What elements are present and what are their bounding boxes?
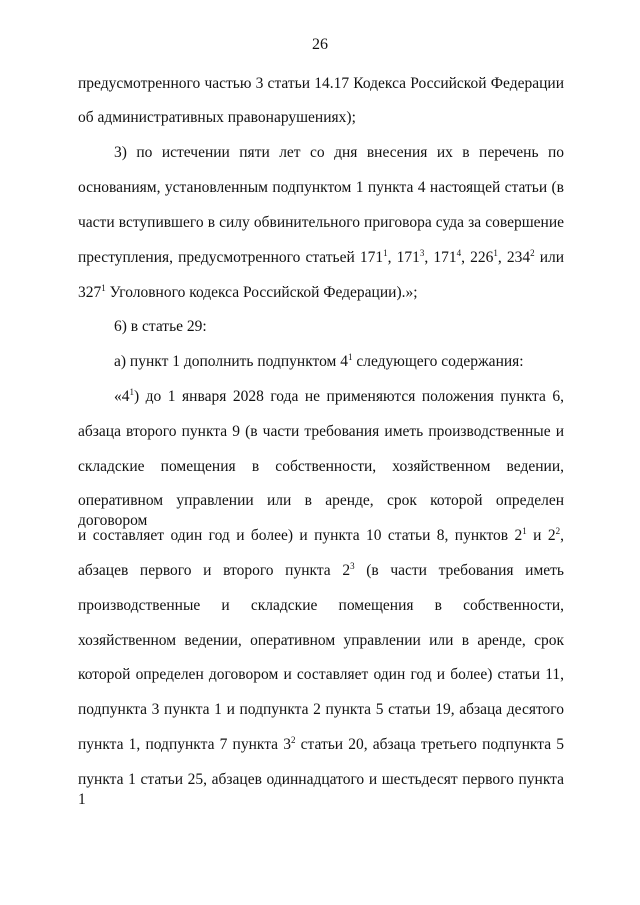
text-run: , 171 xyxy=(424,249,457,266)
page-number: 26 xyxy=(312,36,328,53)
text-line: части вступившего в силу обвинительного приговора суда за совершение xyxy=(78,214,564,231)
text-line: об административных правонарушениях); xyxy=(78,109,356,126)
text-run: ) до 1 января 2028 года не применяются положения пункта 6, xyxy=(134,388,564,405)
text-line: складские помещения в собственности, хозяйственном ведении, xyxy=(78,458,564,475)
text-line: абзаца второго пункта 9 (в части требования иметь производственные и xyxy=(78,423,564,440)
text-run: статьи 20, абзаца третьего подпункта 5 xyxy=(295,736,564,753)
text-run: или xyxy=(534,249,565,266)
text-line: 6) в статье 29: xyxy=(114,318,207,335)
text-line: производственные и складские помещения в собственности, xyxy=(78,597,564,614)
text-line: основаниям, установленным подпунктом 1 пункта 4 настоящей статьи (в xyxy=(78,179,564,196)
text-line xyxy=(78,248,564,268)
text-run: (в части требования иметь xyxy=(354,562,564,579)
superscript: 3 xyxy=(419,248,425,258)
text-run: преступления, предусмотренного статьей 171 xyxy=(78,249,384,266)
superscript: 2 xyxy=(290,735,296,745)
text-run: абзацев первого и второго пункта 2 xyxy=(78,562,351,579)
text-run: 327 xyxy=(78,284,102,301)
text-line: пункта 1 статьи 25, абзацев одиннадцатого и шестьдесят первого пункта 1 xyxy=(78,771,564,808)
text-line xyxy=(78,283,564,303)
superscript: 1 xyxy=(101,283,106,293)
text-line: предусмотренного частью 3 статьи 14.17 Кодекса Российской Федерации xyxy=(78,75,564,92)
text-line xyxy=(78,526,564,546)
superscript: 1 xyxy=(129,387,134,397)
text-run: , xyxy=(560,527,564,544)
text-run: , 171 xyxy=(387,249,420,266)
superscript: 4 xyxy=(456,248,462,258)
superscript: 1 xyxy=(347,352,353,362)
text-run: и 2 xyxy=(526,527,556,544)
superscript: 1 xyxy=(493,248,498,258)
text-line: которой определен договором и составляет один год и более) статьи 11, xyxy=(78,666,564,683)
text-run: , 234 xyxy=(497,249,531,266)
superscript: 2 xyxy=(555,526,561,536)
text-run: , 226 xyxy=(461,249,494,266)
text-line xyxy=(114,352,564,372)
text-line: оперативном управлении или в аренде, срок которой определен договором xyxy=(78,492,564,529)
superscript: 1 xyxy=(522,526,527,536)
text-run: «4 xyxy=(114,388,130,405)
text-line xyxy=(114,387,564,407)
text-run: пункта 1, подпункта 7 пункта 3 xyxy=(78,736,291,753)
text-run: а) пункт 1 дополнить подпунктом 4 xyxy=(114,353,348,370)
text-line: подпункта 3 пункта 1 и подпункта 2 пункта 5 статьи 19, абзаца десятого xyxy=(78,701,564,718)
text-line xyxy=(78,735,564,755)
text-run: и составляет один год и более) и пункта 10 статьи 8, пунктов 2 xyxy=(78,527,523,544)
superscript: 1 xyxy=(383,248,388,258)
superscript: 2 xyxy=(530,248,535,258)
text-run: следующего содержания: xyxy=(352,353,524,370)
text-line: 3) по истечении пяти лет со дня внесения их в перечень по xyxy=(114,144,564,161)
text-line xyxy=(78,561,564,581)
text-line: хозяйственном ведении, оперативном управлении или в аренде, срок xyxy=(78,632,564,649)
superscript: 3 xyxy=(350,561,355,571)
text-run: Уголовного кодекса Российской Федерации).»; xyxy=(105,284,418,301)
